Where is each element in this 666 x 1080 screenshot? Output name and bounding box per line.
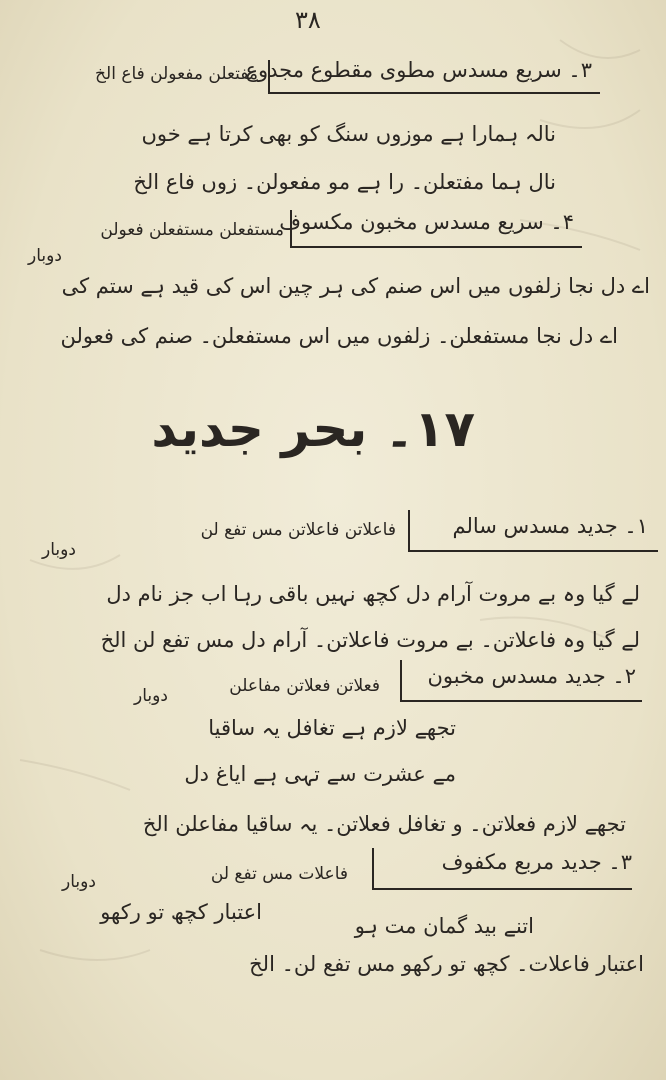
item-repeat-jadid-2: دوبار: [134, 686, 168, 706]
item-title-jadid-2: ۲۔ جدید مسدس مخبون: [427, 664, 636, 688]
scansion-line: اے دل نجا مستفعلن۔ زلفوں میں اس مستفعلن۔ صنم کی فعولن: [60, 324, 618, 348]
verse-line: لے گیا وہ بے مروت آرام دل کچھ نہیں باقی رہا اب جز نام دل: [106, 582, 640, 606]
item-repeat-jadid-3: دوبار: [62, 872, 96, 892]
scansion-line: اعتبار فاعلات۔ کچھ تو رکھو مس تفع لن۔ الخ: [249, 952, 644, 976]
section-heading: ۱۷۔ بحر جدید: [151, 400, 475, 458]
item-repeat-jadid-1: دوبار: [42, 540, 76, 560]
item-title-sarii-4: ۴۔ سریع مسدس مخبون مکسوف: [279, 210, 574, 234]
item-repeat-sarii-4: دوبار: [28, 246, 62, 266]
item-meter-sarii-3: مفتعلن مفعولن فاع الخ: [95, 64, 258, 84]
item-title-jadid-1: ۱۔ جدید مسدس سالم: [452, 514, 648, 538]
verse-line: مے عشرت سے تہی ہے ایاغ دل: [184, 762, 456, 786]
verse-line: اتنے بید گمان مت ہو: [354, 914, 534, 938]
item-title-jadid-3: ۳۔ جدید مربع مکفوف: [441, 850, 632, 874]
verse-line: اعتبار کچھ تو رکھو: [100, 900, 262, 924]
scansion-line: نال ہما مفتعلن۔ را ہے مو مفعولن۔ زوں فاع الخ: [133, 170, 556, 194]
item-title-sarii-3: ۳۔ سریع مسدس مطوی مقطوع مجدوع: [245, 58, 592, 82]
verse-line: اے دل نجا زلفوں میں اس صنم کی ہر چین اس کی قید ہے ستم کی: [61, 274, 650, 298]
scansion-line: لے گیا وہ فاعلاتن۔ بے مروت فاعلاتن۔ آرام دل مس تفع لن الخ: [100, 628, 640, 652]
item-meter-jadid-2: فعلاتن فعلاتن مفاعلن: [229, 676, 380, 696]
item-meter-jadid-3: فاعلات مس تفع لن: [210, 864, 348, 884]
item-meter-sarii-4: مستفعلن مستفعلن فعولن: [100, 220, 284, 240]
item-meter-jadid-1: فاعلاتن فاعلاتن مس تفع لن: [200, 520, 396, 540]
scansion-line: تجھے لازم فعلاتن۔ و تغافل فعلاتن۔ یہ ساقیا مفاعلن الخ: [142, 812, 626, 836]
page-number: ۳۸: [295, 6, 321, 34]
verse-line: تجھے لازم ہے تغافل یہ ساقیا: [208, 716, 456, 740]
verse-line: نالہ ہمارا ہے موزوں سنگ کو بھی کرتا ہے خوں: [141, 122, 556, 146]
